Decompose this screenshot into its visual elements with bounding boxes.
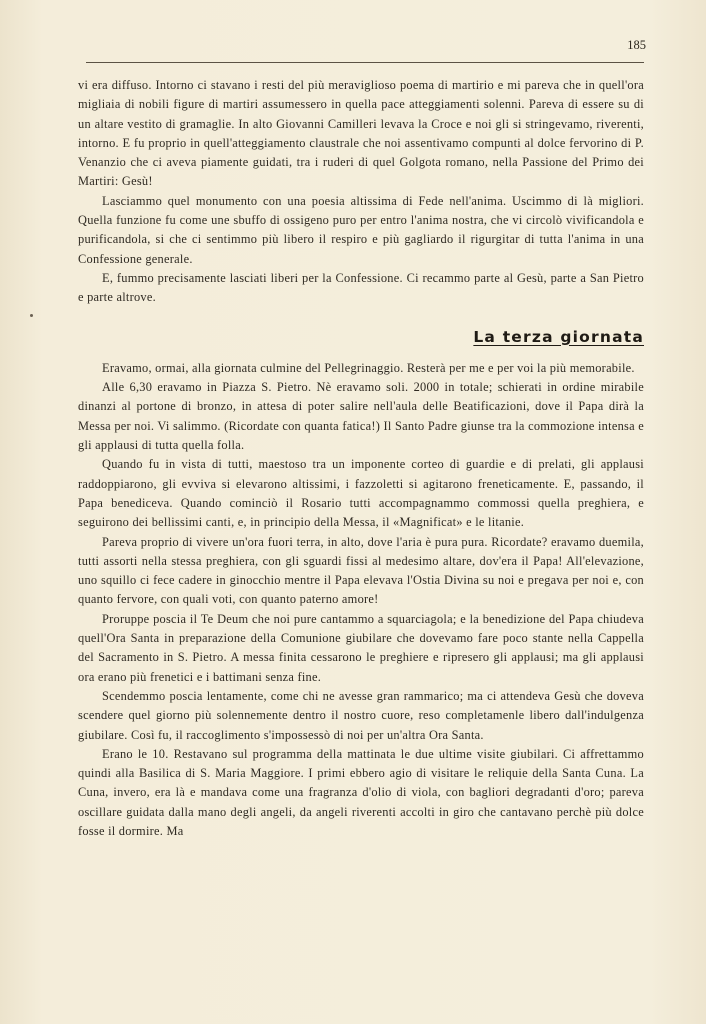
paragraph: Erano le 10. Restavano sul programma della mattinata le due ultime visite giubilari. Ci affrettammo quindi alla Basilica di S. Maria Maggiore. I primi ebbero agio di visitare le reliquie della Santa Cuna. La Cuna, invero, era là e mandava come una fragranza d'olio di viola, con bagliori degradanti d'oro; pareva oscillare guidata dalla mano degli angeli, da angeli riverenti accolti in giro che cantavano perchè più dolce fosse il dormire. Ma — [78, 746, 644, 838]
paragraph: Proruppe poscia il Te Deum che noi pure cantammo a squarciagola; e la benedizione del Papa chiudeva quell'Ora Santa in preparazione della Comunione giubilare che dovevamo fare poco stante nella Cappella del Sacramento in S. Pietro. A messa finita cessarono le preghiere e ripresero gli applausi; ma gli applausi ora erano più frenetici e i battimani senza fine. — [78, 611, 644, 684]
paragraph: E, fummo precisamente lasciati liberi per la Confessione. Ci recammo parte al Gesù, parte a San Pietro e parte altrove. — [78, 270, 644, 305]
paragraph: Lasciammo quel monumento con una poesia altissima di Fede nell'anima. Uscimmo di là migliori. Quella funzione fu come une sbuffo di ossigeno puro per entro l'anima nostra, che vi circolò vivificandola e purificandola, si che ci sentimmo più libero il respiro e più gagliardo il rigurgitar di tutta l'anima in una Confessione generale. — [78, 193, 644, 266]
ink-speck — [30, 314, 33, 317]
header-rule — [86, 62, 644, 63]
page-number: 185 — [627, 38, 646, 52]
paragraph: Quando fu in vista di tutti, maestoso tra un imponente corteo di guardie e di prelati, gli applausi raddoppiarono, gli evviva si elevarono altissimi, i fazzoletti si agitarono freneticamente. E, passando, il Papa benediceva. Quando cominciò il Rosario tutti accompagnammo commossi quella preghiera, e seguirono dei bellissimi canti, e, in principio della Messa, il «Magnificat» e le litanie. — [78, 457, 644, 530]
paragraph: Pareva proprio di vivere un'ora fuori terra, in alto, dove l'aria è pura pura. Ricordate? eravamo duemila, tutti assorti nella stessa preghiera, con gli sguardi fissi al medesimo altare, dov'era il Papa! All'elevazione, uno squillo ci fece cadere in ginocchio mentre il Papa elevava l'Ostia Divina su noi e pregava per noi e, con quanto fervore, con quali voti, con quanto paterno amore! — [78, 534, 644, 607]
paragraph: Scendemmo poscia lentamente, come chi ne avesse gran rammarico; ma ci attendeva Gesù che doveva scendere quel giorno più solennemente dentro il nostro cuore, reso completamenle libero dall'indulgenza giubilare. Così fu, il raccoglimento s'impossessò di noi per un'altra Ora Santa. — [78, 688, 644, 742]
page-body — [78, 76, 644, 841]
paragraph-continued: vi era diffuso. Intorno ci stavano i resti del più meraviglioso poema di martirio e mi pareva che in quell'ora migliaia di nobili figure di martiri assumessero in quella pace atteggiamenti solenni. Pareva di essere su di un altare vestito di gramaglie. In alto Giovanni Camilleri levava la Croce e noi gli si stringevamo, riverenti, intorno. E fu proprio in quell'atteggiamento claustrale che noi assentivamo compunti al dolce fervorino di P. Venanzio che ci aveva piamente guidati, tra i ruderi di quel Golgota romano, nella Passione del Primo dei Martiri: Gesù! — [78, 78, 644, 189]
section-heading: La terza giornata — [473, 327, 644, 346]
paragraph: Eravamo, ormai, alla giornata culmine del Pellegrinaggio. Resterà per me e per voi la più memorabile. — [102, 360, 635, 375]
paragraph: Alle 6,30 eravamo in Piazza S. Pietro. Nè eravamo soli. 2000 in totale; schierati in ordine mirabile dinanzi al portone di bronzo, in attesa di poter salire nell'aula delle Beatificazioni, dove il Papa dirà la Messa per noi. Vi salimmo. (Ricordate con quanta fatica!) Il Santo Padre giunse tra la commozione intensa e gli applausi di tutta quella folla. — [78, 380, 644, 453]
